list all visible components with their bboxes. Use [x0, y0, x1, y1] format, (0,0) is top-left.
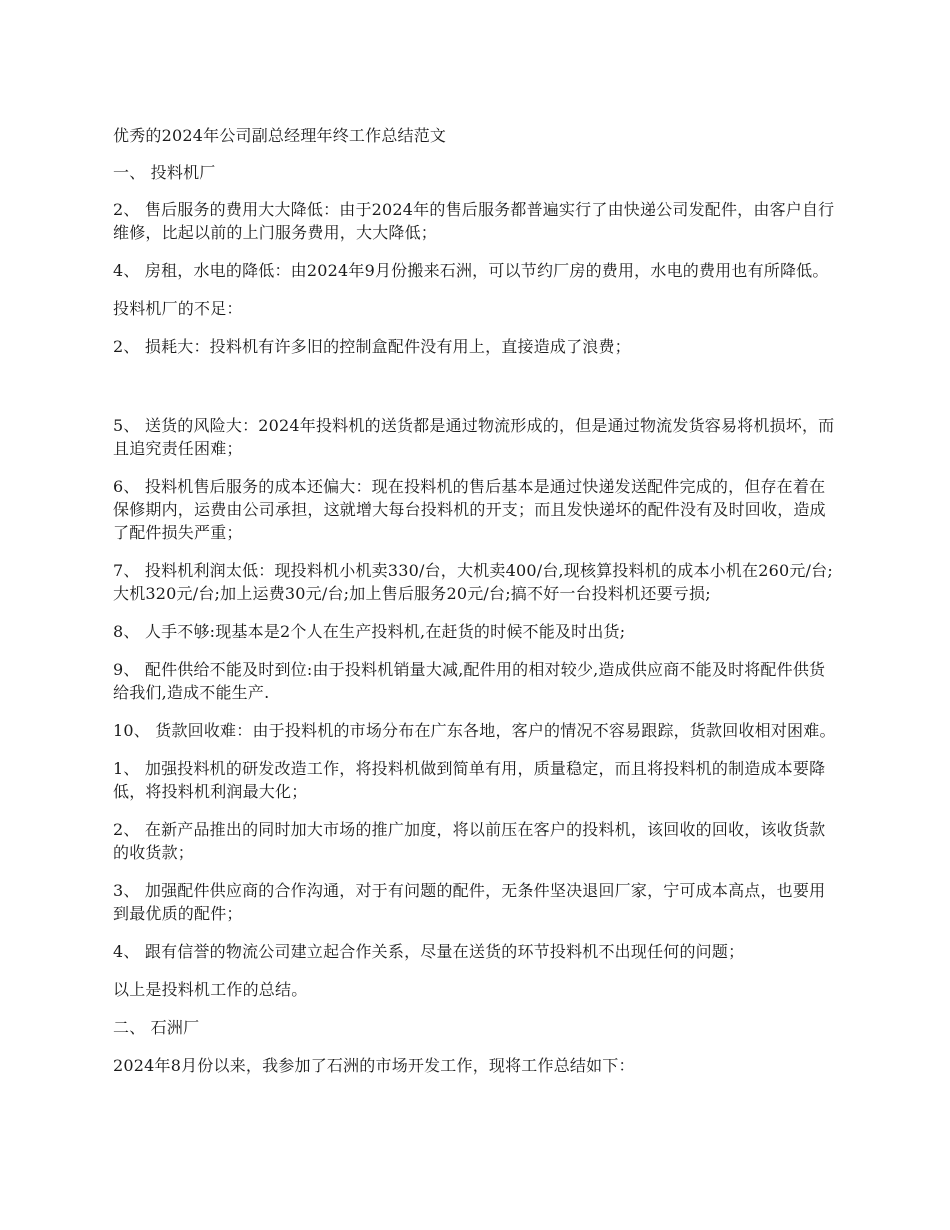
paragraph: 2024年8月份以来，我参加了石洲的市场开发工作，现将工作总结如下： [113, 1056, 635, 1075]
paragraph: 3、 加强配件供应商的合作沟通，对于有问题的配件，无条件坚决退回厂家，宁可成本高点，也要用到最优质的配件； [113, 881, 826, 923]
paragraph: 2、 在新产品推出的同时加大市场的推广加度，将以前压在客户的投料机，该回收的回收，该收货款的收货款； [113, 820, 826, 862]
document-body [113, 124, 841, 1077]
section-heading: 二、 石洲厂 [113, 1018, 200, 1037]
paragraph: 4、 跟有信誉的物流公司建立起合作关系，尽量在送货的环节投料机不出现任何的问题； [113, 942, 745, 961]
paragraph: 7、 投料机利润太低：现投料机小机卖330/台，大机卖400/台,现核算投料机的成本小机在260元/台;大机320元/台;加上运费30元/台;加上售后服务20元/台;搞不好一台投料机还要亏损; [113, 561, 833, 603]
section-heading: 一、 投料机厂 [113, 163, 216, 182]
paragraph: 1、 加强投料机的研发改造工作，将投料机做到简单有用，质量稳定，而且将投料机的制造成本要降低，将投料机利润最大化； [113, 759, 826, 801]
paragraph: 5、 送货的风险大：2024年投料机的送货都是通过物流形成的，但是通过物流发货容易将机损坏，而且追究责任困难； [113, 416, 835, 458]
paragraph: 10、 货款回收难：由于投料机的市场分布在广东各地，客户的情况不容易跟踪，货款回收相对困难。 [113, 721, 836, 740]
document-title: 优秀的2024年公司副总经理年终工作总结范文 [113, 126, 447, 145]
paragraph: 6、 投料机售后服务的成本还偏大：现在投料机的售后基本是通过快递发送配件完成的，但存在着在保修期内，运费由公司承担，这就增大每台投料机的开支；而且发快递坏的配件没有及时回收，造成了配件损失严重； [113, 477, 826, 542]
paragraph: 9、 配件供给不能及时到位:由于投料机销量大减,配件用的相对较少,造成供应商不能及时将配件供货给我们,造成不能生产. [113, 660, 826, 702]
paragraph: 2、 损耗大：投料机有许多旧的控制盒配件没有用上，直接造成了浪费； [113, 337, 631, 356]
paragraph: 投料机厂的不足： [113, 299, 243, 318]
paragraph: 8、 人手不够:现基本是2个人在生产投料机,在赶货的时候不能及时出货; [113, 622, 626, 641]
paragraph: 2、 售后服务的费用大大降低：由于2024年的售后服务都普遍实行了由快递公司发配件，由客户自行维修，比起以前的上门服务费用，大大降低； [113, 200, 835, 242]
paragraph: 4、 房租，水电的降低：由2024年9月份搬来石洲，可以节约厂房的费用，水电的费用也有所降低。 [113, 261, 829, 280]
paragraph: 以上是投料机工作的总结。 [113, 980, 308, 999]
